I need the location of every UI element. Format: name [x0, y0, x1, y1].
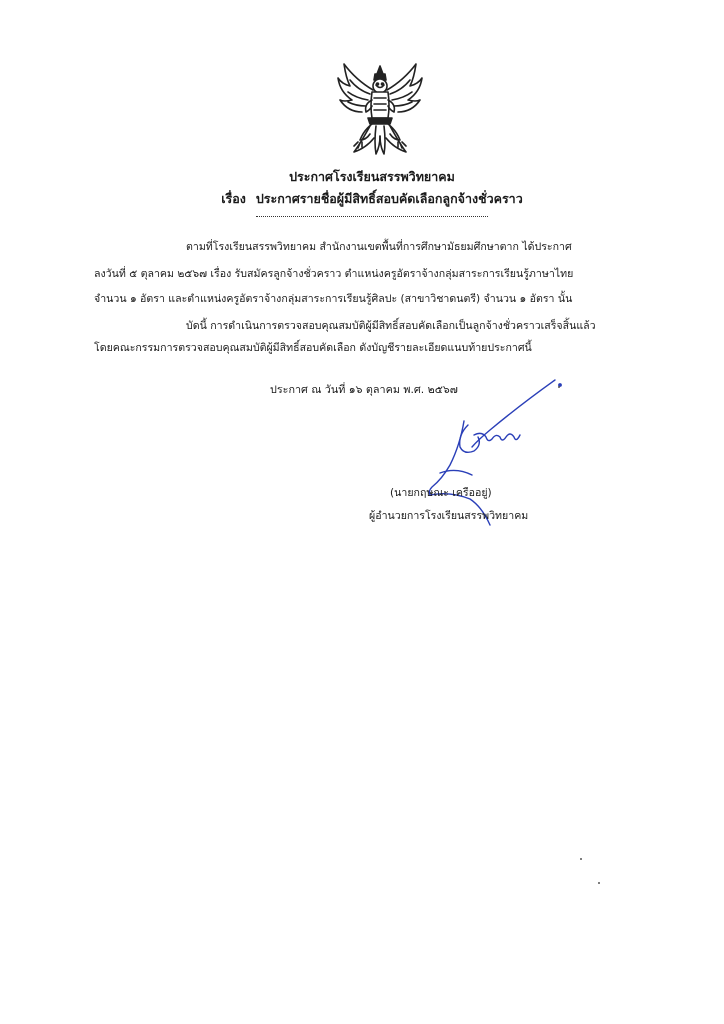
scan-speck — [580, 858, 582, 860]
paragraph-1-line-3: จำนวน ๑ อัตรา และตำแหน่งครูอัตราจ้างกลุ่มสาระการเรียนรู้ศิลปะ (สาขาวิชาดนตรี) จำนวน ๑ อัตรา นั้น — [94, 293, 573, 305]
paragraph-2-line-2: โดยคณะกรรมการตรวจสอบคุณสมบัติผู้มีสิทธิ์สอบคัดเลือก ดังบัญชีรายละเอียดแนบท้ายประกาศนี้ — [94, 342, 532, 354]
announcement-title: ประกาศโรงเรียนสรรพวิทยาคม — [289, 169, 455, 184]
scan-speck — [598, 882, 600, 884]
announcement-subject — [10, 189, 724, 209]
paragraph-2-line-1: บัดนี้ การดำเนินการตรวจสอบคุณสมบัติผู้มีสิทธิ์สอบคัดเลือกเป็นลูกจ้างชั่วคราวเสร็จสิ้นแล้ว — [186, 320, 596, 332]
subject-text: ประกาศรายชื่อผู้มีสิทธิ์สอบคัดเลือกลูกจ้างชั่วคราว — [255, 191, 523, 206]
scan-speck — [558, 386, 560, 388]
subject-label: เรื่อง — [221, 191, 246, 206]
signatory-name: (นายกฤษณะ เครืออยู่) — [390, 487, 492, 499]
signatory-position: ผู้อำนวยการโรงเรียนสรรพวิทยาคม — [369, 510, 529, 522]
paragraph-1-line-2: ลงวันที่ ๕ ตุลาคม ๒๕๖๗ เรื่อง รับสมัครลูกจ้างชั่วคราว ตำแหน่งครูอัตราจ้างกลุ่มสาระการเรียนรู้ภาษาไทย — [94, 268, 574, 280]
dotted-divider — [256, 216, 488, 217]
garuda-emblem-icon — [330, 60, 430, 160]
paragraph-1-line-1: ตามที่โรงเรียนสรรพวิทยาคม สำนักงานเขตพื้นที่การศึกษามัธยมศึกษาตาก ได้ประกาศ — [186, 241, 572, 253]
announce-date: ประกาศ ณ วันที่ ๑๖ ตุลาคม พ.ศ. ๒๕๖๗ — [270, 383, 458, 396]
